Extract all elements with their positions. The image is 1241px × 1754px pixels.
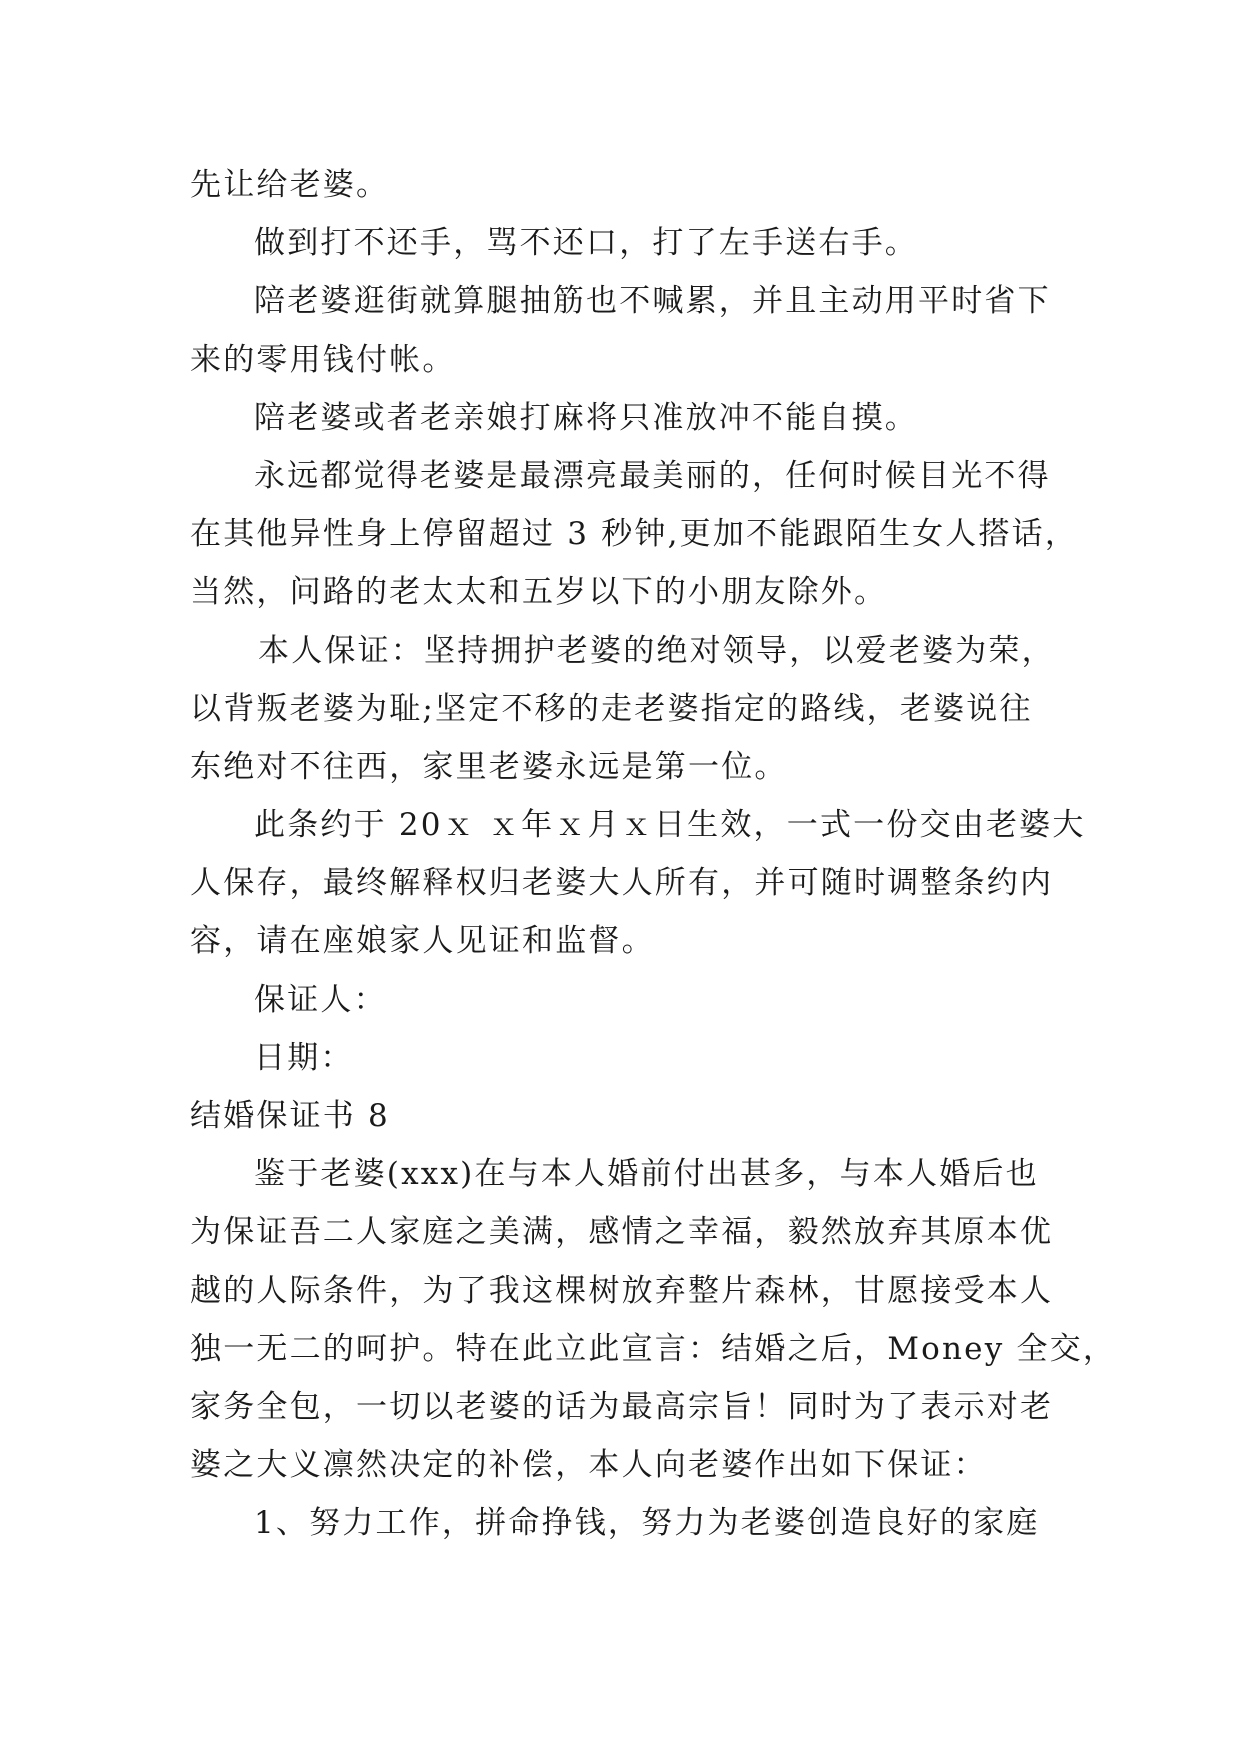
text-line: 做到打不还手，骂不还口，打了左手送右手。	[254, 225, 918, 262]
text-line: 为保证吾二人家庭之美满，感情之幸福，毅然放弃其原本优	[190, 1214, 1054, 1251]
text-line: 当然，问路的老太太和五岁以下的小朋友除外。	[190, 574, 888, 611]
text-line: 容，请在座娘家人见证和监督。	[190, 923, 655, 960]
section-heading: 结婚保证书 8	[190, 1098, 390, 1134]
text-line: 婆之大义凛然决定的补偿，本人向老婆作出如下保证：	[190, 1447, 987, 1484]
text-line: 陪老婆逛街就算腿抽筋也不喊累，并且主动用平时省下	[254, 283, 1051, 320]
text-line: 陪老婆或者老亲娘打麻将只准放冲不能自摸。	[254, 399, 918, 436]
date-label: 日期：	[254, 1039, 354, 1076]
text-line: 东绝对不往西，家里老婆永远是第一位。	[190, 748, 788, 785]
text-line: 先让给老婆。	[190, 167, 390, 203]
text-line: 本人保证：坚持拥护老婆的绝对领导，以爱老婆为荣，	[258, 632, 1055, 669]
text-line: 此条约于 20ｘ ｘ年ｘ月ｘ日生效，一式一份交由老婆大	[254, 807, 1086, 844]
text-line: 来的零用钱付帐。	[190, 341, 456, 378]
text-line: 永远都觉得老婆是最漂亮最美丽的，任何时候目光不得	[254, 457, 1051, 494]
text-line: 以背叛老婆为耻;坚定不移的走老婆指定的路线，老婆说往	[190, 690, 1033, 727]
text-line: 越的人际条件，为了我这棵树放弃整片森林，甘愿接受本人	[190, 1272, 1054, 1309]
text-line: 家务全包，一切以老婆的话为最高宗旨！同时为了表示对老	[190, 1388, 1054, 1425]
text-line: 在其他异性身上停留超过 3 秒钟,更加不能跟陌生女人搭话，	[190, 516, 1079, 553]
list-item: 1、努力工作，拼命挣钱，努力为老婆创造良好的家庭	[254, 1505, 1040, 1542]
text-line: 鉴于老婆(xxx)在与本人婚前付出甚多，与本人婚后也	[254, 1156, 1039, 1193]
document-body	[190, 156, 1117, 1553]
text-line: 独一无二的呵护。特在此立此宣言：结婚之后，Money 全交，	[190, 1330, 1117, 1367]
text-line: 人保存，最终解释权归老婆大人所有，并可随时调整条约内	[190, 865, 1054, 902]
signature-label: 保证人：	[254, 981, 387, 1018]
